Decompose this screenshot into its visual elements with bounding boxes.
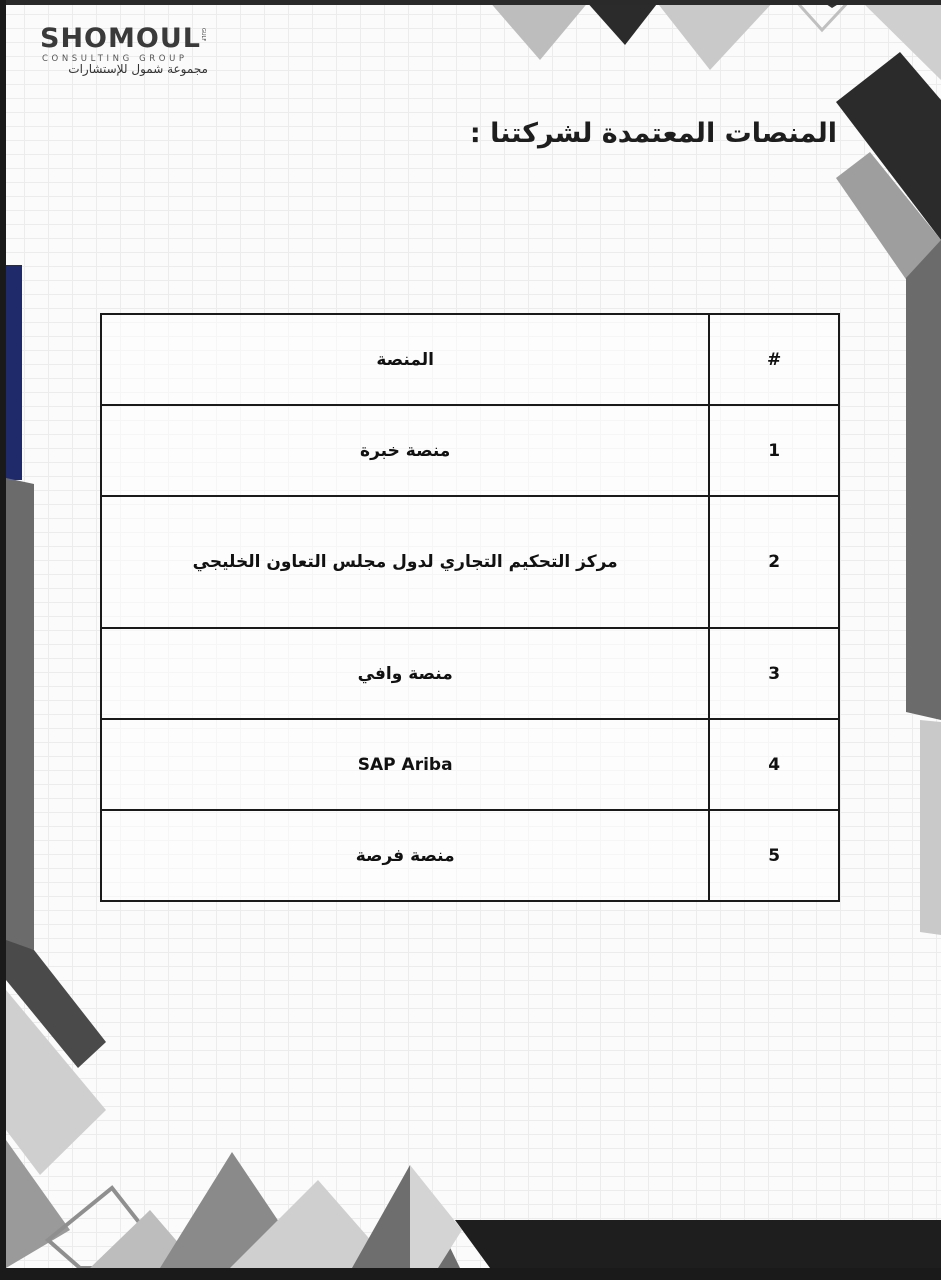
logo-arabic-text: مجموعة شمول للإستشارات: [68, 62, 208, 76]
row-number: 3: [709, 628, 839, 719]
row-platform: منصة فرصة: [101, 810, 709, 901]
header-number: #: [709, 314, 839, 405]
logo-subtitle: CONSULTING GROUP: [42, 54, 188, 64]
row-number: 5: [709, 810, 839, 901]
page-heading: المنصات المعتمدة لشركتنا :: [469, 118, 837, 149]
logo-brand-text: SHOMOUL: [40, 23, 201, 54]
row-number: 4: [709, 719, 839, 810]
header-platform: المنصة: [101, 314, 709, 405]
deco-shape: [488, 0, 590, 60]
table-row: [101, 719, 839, 810]
row-platform: منصة وافي: [101, 628, 709, 719]
row-platform: SAP Ariba: [101, 719, 709, 810]
row-number: 2: [709, 496, 839, 628]
platforms-table: [100, 313, 840, 902]
deco-shape: [655, 0, 775, 70]
deco-shape: [455, 1220, 941, 1268]
row-platform: مركز التحكيم التجاري لدول مجلس التعاون الخليجي: [101, 496, 709, 628]
frame-top: [0, 0, 941, 5]
frame-left: [0, 0, 6, 1280]
deco-shape: [585, 0, 660, 45]
deco-shape: [6, 478, 34, 950]
deco-shape: [920, 720, 941, 935]
deco-shape: [6, 265, 22, 480]
table-row: [101, 810, 839, 901]
frame-bottom: [0, 1268, 941, 1280]
table-row: [101, 628, 839, 719]
table-row: [101, 496, 839, 628]
row-number: 1: [709, 405, 839, 496]
deco-shape: [410, 1165, 462, 1268]
company-logo: [40, 24, 212, 80]
deco-shape: [906, 240, 941, 720]
table-header-row: [101, 314, 839, 405]
row-platform: منصة خبرة: [101, 405, 709, 496]
table-row: [101, 405, 839, 496]
logo-gulf-text: GULF: [200, 28, 206, 42]
